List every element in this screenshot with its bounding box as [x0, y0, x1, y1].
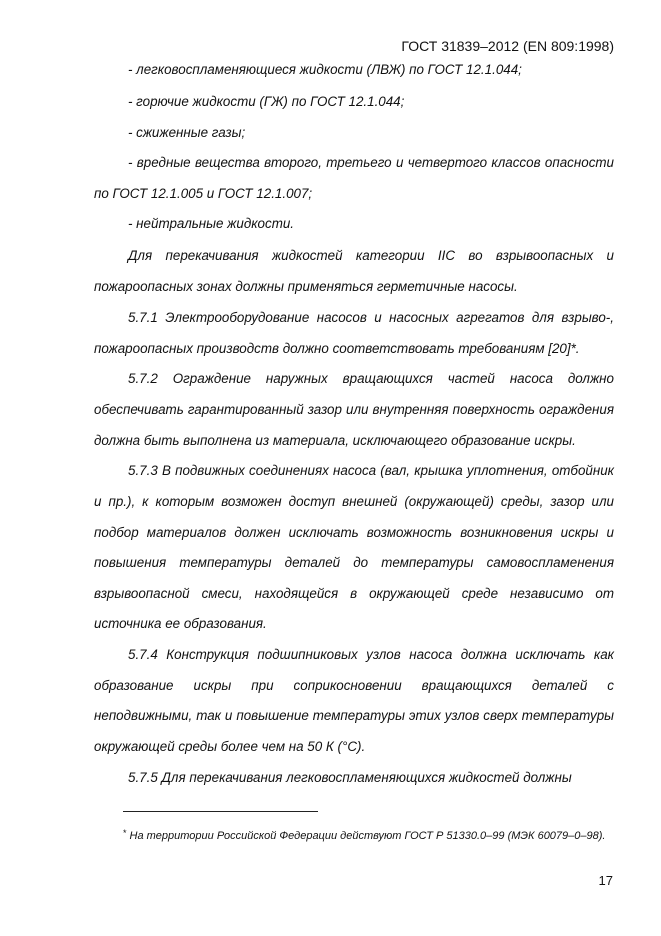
clause-5-7-4-line2: образование искры при соприкосновении вращающихся деталей с — [94, 678, 614, 693]
list-item-harmful: - вредные вещества второго, третьего и четвертого классов опасности — [128, 155, 614, 170]
clause-5-7-3-line4: повышения температуры деталей до температуры самовоспламенения — [94, 555, 614, 570]
footnote-marker: * — [123, 828, 127, 838]
footnote — [123, 828, 605, 842]
clause-5-7-3-line1: 5.7.3 В подвижных соединениях насоса (вал, крышка уплотнения, отбойник — [128, 463, 614, 478]
clause-5-7-2-line2: обеспечивать гарантированный зазор или внутренняя поверхность ограждения — [94, 402, 614, 417]
clause-5-7-3-line5: взрывоопасной смеси, находящейся в окружающей среде независимо от — [94, 586, 614, 601]
clause-5-7-5-line1: 5.7.5 Для перекачивания легковоспламеняющихся жидкостей должны — [128, 770, 572, 785]
document-header: ГОСТ 31839–2012 (EN 809:1998) — [401, 38, 614, 54]
footnote-separator — [123, 811, 318, 812]
list-item-gases: - сжиженные газы; — [128, 125, 246, 140]
clause-5-7-4-line1: 5.7.4 Конструкция подшипниковых узлов насоса должна исключать как — [128, 647, 614, 662]
list-item-gzh: - горючие жидкости (ГЖ) по ГОСТ 12.1.044; — [128, 94, 405, 109]
paragraph-iic-line2: пожароопасных зонах должны применяться герметичные насосы. — [94, 279, 518, 294]
clause-5-7-4-line4: окружающей среды более чем на 50 К (°С). — [94, 739, 366, 754]
list-item-neutral: - нейтральные жидкости. — [128, 216, 295, 231]
paragraph-iic-line1: Для перекачивания жидкостей категории IIC во взрывоопасных и — [128, 248, 614, 263]
footnote-text: На территории Российской Федерации действуют ГОСТ Р 51330.0–99 (МЭК 60079–0–98). — [129, 830, 606, 842]
list-item-harmful-cont: по ГОСТ 12.1.005 и ГОСТ 12.1.007; — [94, 186, 313, 201]
clause-5-7-3-line2: и пр.), к которым возможен доступ внешней (окружающей) среды, зазор или — [94, 494, 614, 509]
clause-5-7-2-line3: должна быть выполнена из материала, исключающего образование искры. — [94, 433, 576, 448]
list-item-lvzh: - легковоспламеняющиеся жидкости (ЛВЖ) по ГОСТ 12.1.044; — [128, 62, 522, 77]
clause-5-7-3-line6: источника ее образования. — [94, 616, 267, 631]
clause-5-7-1-line2: пожароопасных производств должно соответствовать требованиям [20]*. — [94, 341, 580, 356]
clause-5-7-1-line1: 5.7.1 Электрооборудование насосов и насосных агрегатов для взрыво-, — [128, 310, 614, 325]
clause-5-7-4-line3: неподвижными, так и повышение температуры этих узлов сверх температуры — [94, 708, 614, 723]
page-number: 17 — [598, 873, 613, 888]
clause-5-7-2-line1: 5.7.2 Ограждение наружных вращающихся частей насоса должно — [128, 371, 614, 386]
clause-5-7-3-line3: подбор материалов должен исключать возможность возникновения искры и — [94, 525, 614, 540]
